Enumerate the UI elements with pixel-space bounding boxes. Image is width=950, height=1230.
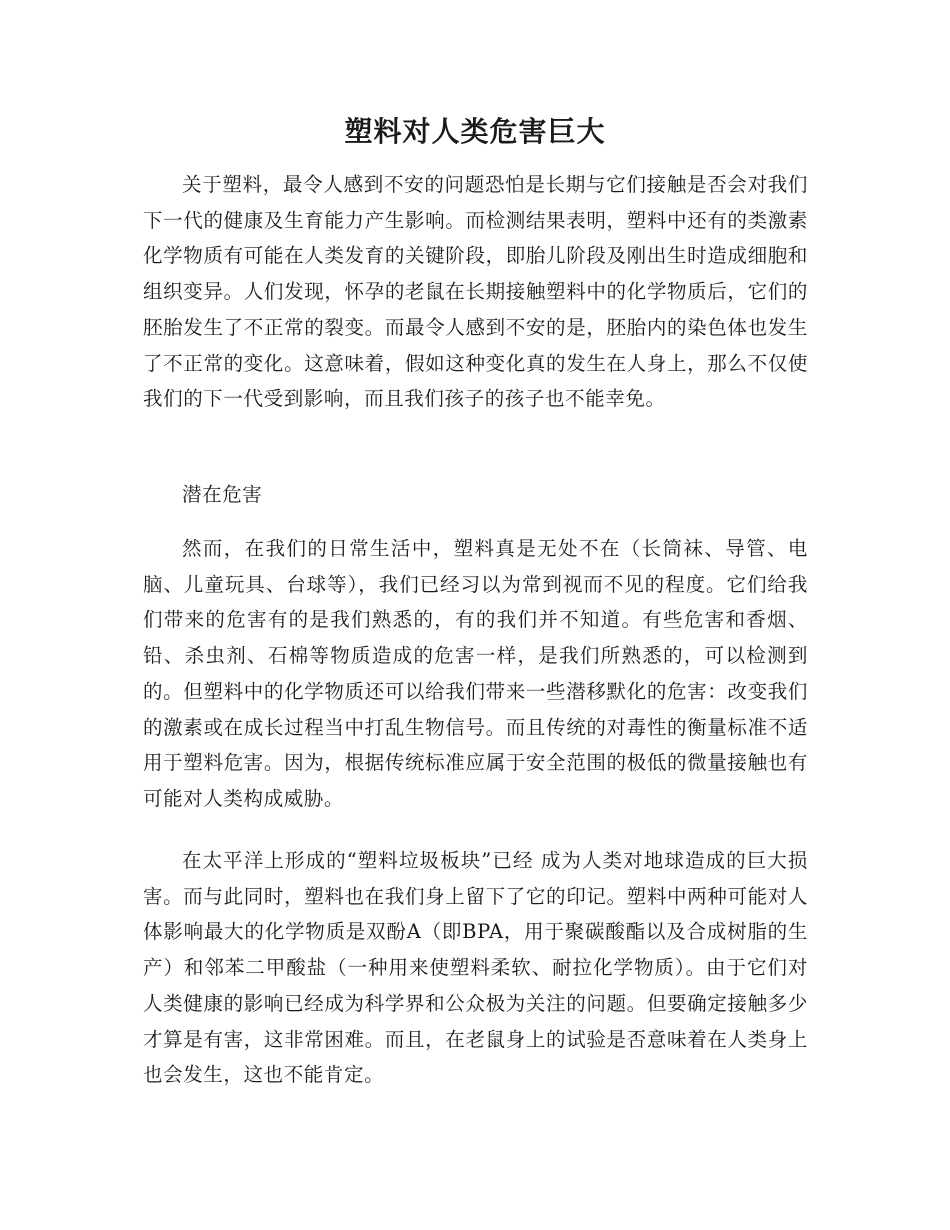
paragraph-daily-life (143, 531, 808, 817)
section-heading-potential-harm (143, 477, 808, 513)
paragraph-text: 在太平洋上形成的“塑料垃圾板块”已经 成为人类对地球造成的巨大损害。而与此同时，塑料也在我们身上留下了它的印记。塑料中两种可能对人体影响最大的化学物质是双酚A（即BPA，用于聚碳酸酯以及合成树脂的生产）和邻苯二甲酸盐（一种用来使塑料柔软、耐拉化学物质）。由于它们对人类健康的影响已经成为科学界和公众极为关注的问题。但要确定接触多少才算是有害，这非常困难。而且，在老鼠身上的试验是否意味着在人类身上也会发生，这也不能肯定。 (143, 849, 808, 1087)
document-title: 塑料对人类危害巨大 (344, 115, 606, 148)
paragraph-text: 关于塑料，最令人感到不安的问题恐怕是长期与它们接触是否会对我们下一代的健康及生育能力产生影响。而检测结果表明，塑料中还有的类激素化学物质有可能在人类发育的关键阶段，即胎儿阶段及刚出生时造成细胞和组织变异。人们发现，怀孕的老鼠在长期接触塑料中的化学物质后，它们的胚胎发生了不正常的裂变。而最令人感到不安的是，胚胎内的染色体也发生了不正常的变化。这意味着，假如这种变化真的发生在人身上，那么不仅使我们的下一代受到影响，而且我们孩子的孩子也不能幸免。 (143, 173, 808, 411)
paragraph-text: 然而，在我们的日常生活中，塑料真是无处不在（长筒袜、导管、电脑、儿童玩具、台球等），我们已经习以为常到视而不见的程度。它们给我们带来的危害有的是我们熟悉的，有的我们并不知道。有些危害和香烟、铅、杀虫剂、石棉等物质造成的危害一样，是我们所熟悉的，可以检测到的。但塑料中的化学物质还可以给我们带来一些潜移默化的危害：改变我们的激素或在成长过程当中打乱生物信号。而且传统的对毒性的衡量标准不适用于塑料危害。因为，根据传统标准应属于安全范围的极低的微量接触也有可能对人类构成威胁。 (143, 537, 808, 810)
paragraph-intro (143, 167, 808, 417)
paragraph-pacific-garbage (143, 843, 808, 1093)
section-heading-text: 潜在危害 (182, 483, 263, 506)
